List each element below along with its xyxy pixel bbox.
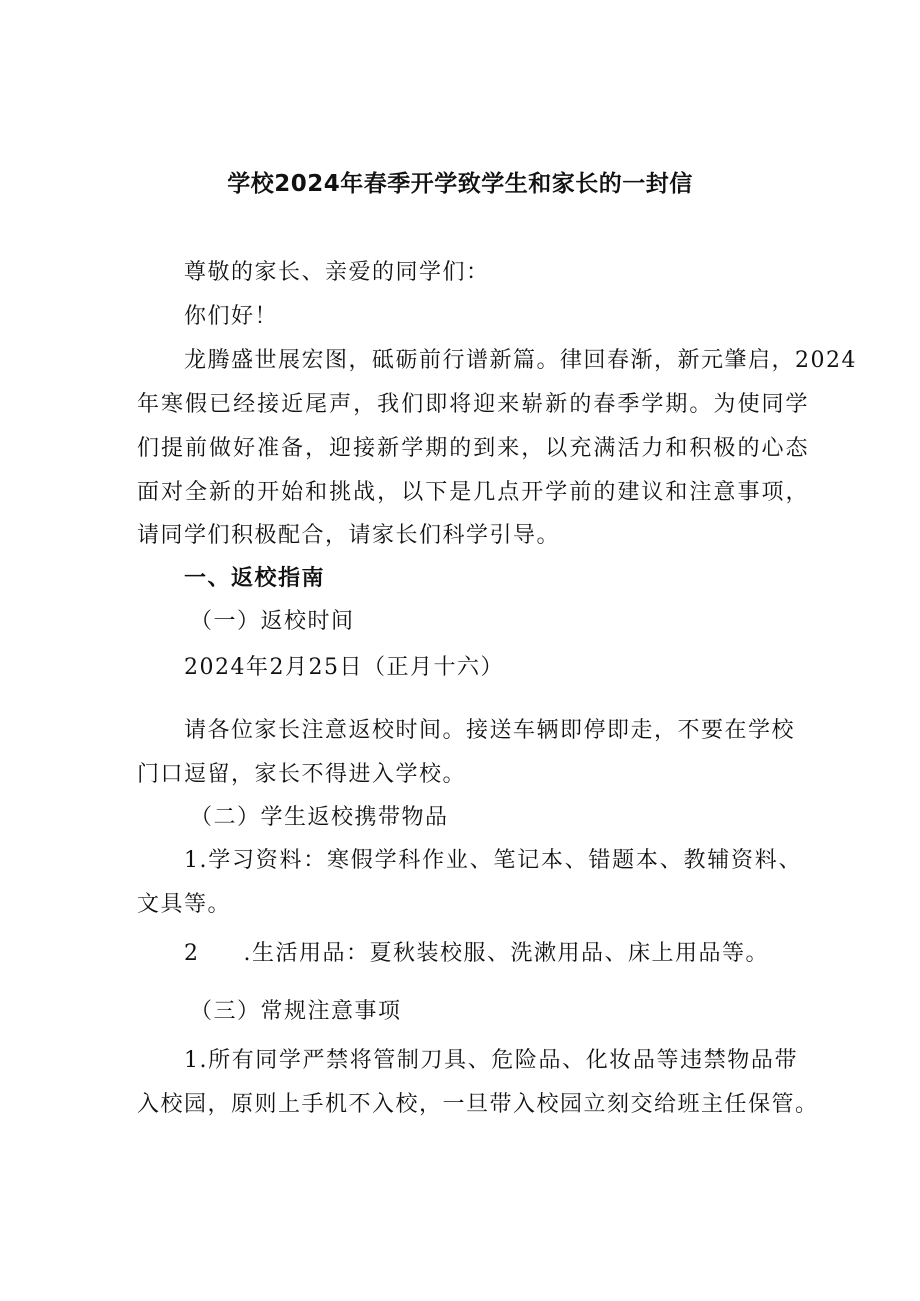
items-1-line-2: 文具等。 xyxy=(137,892,232,917)
document-title: 学校2024年春季开学致学生和家长的一封信 xyxy=(227,171,693,197)
items-1-line-1: 1.学习资料：寒假学科作业、笔记本、错题本、教辅资料、 xyxy=(184,848,802,873)
intro-line-5: 请同学们积极配合，请家长们科学引导。 xyxy=(137,523,561,548)
intro-line-3: 们提前做好准备，迎接新学期的到来，以充满活力和积极的心态 xyxy=(137,436,809,461)
greeting: 你们好！ xyxy=(184,304,279,329)
items-2-text: .生活用品：夏秋装校服、洗漱用品、床上用品等。 xyxy=(243,941,769,966)
subsection-heading-3: （三）常规注意事项 xyxy=(190,999,402,1024)
return-note-line-1: 请各位家长注意返校时间。接送车辆即停即走，不要在学校 xyxy=(184,718,796,743)
section-heading-1: 一、返校指南 xyxy=(184,566,326,591)
subsection-heading-2: （二）学生返校携带物品 xyxy=(190,805,449,830)
intro-line-1: 龙腾盛世展宏图，砥砺前行谱新篇。律回春渐，新元肇启，2024 xyxy=(184,348,857,373)
return-date: 2024年2月25日（正月十六） xyxy=(184,655,504,680)
salutation: 尊敬的家长、亲爱的同学们： xyxy=(184,260,490,285)
rules-1-line-1: 1.所有同学严禁将管制刀具、危险品、化妆品等违禁物品带 xyxy=(184,1048,798,1073)
rules-1-line-2: 入校园，原则上手机不入校，一旦带入校园立刻交给班主任保管。 xyxy=(137,1092,819,1117)
items-2 xyxy=(184,939,769,969)
subsection-heading-1: （一）返校时间 xyxy=(190,609,355,634)
intro-line-4: 面对全新的开始和挑战，以下是几点开学前的建议和注意事项， xyxy=(137,480,809,505)
return-note-line-2: 门口逗留，家长不得进入学校。 xyxy=(137,762,467,787)
items-2-number: 2 xyxy=(184,941,200,966)
intro-line-2: 年寒假已经接近尾声，我们即将迎来崭新的春季学期。为使同学 xyxy=(137,392,809,417)
